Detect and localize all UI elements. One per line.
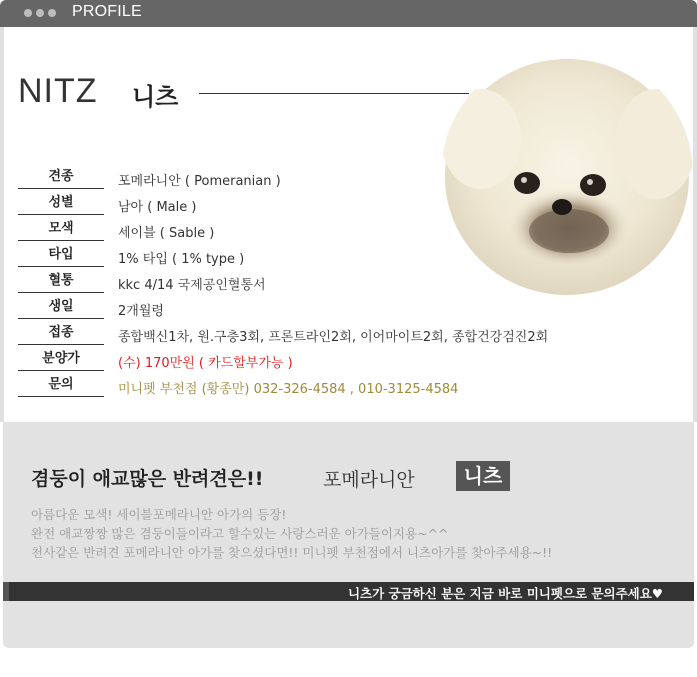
info-label: 혈통 xyxy=(18,270,104,293)
promo-name-badge: 니츠 xyxy=(456,461,510,491)
inquiry-banner xyxy=(3,582,694,601)
promo-line: 아름다운 모색! 세이블포메라니안 아가의 등장! xyxy=(31,507,287,522)
info-value: 1% 타입 ( 1% type ) xyxy=(118,252,245,267)
dog-photo xyxy=(441,49,693,301)
promo-headline: 겸둥이 애교많은 반려견은!! xyxy=(31,468,264,490)
header-title: PROFILE xyxy=(72,3,142,20)
info-value: 종합백신1차, 원.구충3회, 프론트라인2회, 이어마이트2회, 종합건강검진2회 xyxy=(118,330,549,345)
info-value: 남아 ( Male ) xyxy=(118,200,197,215)
promo-line: 천사같은 반려견 포메라니안 아가를 찾으셨다면!! 미니펫 부천점에서 니츠아가를 찾아주세용~!! xyxy=(31,545,553,560)
info-label: 타입 xyxy=(18,244,104,267)
contact-value: 미니펫 부천점 (황종만) 032-326-4584 , 010-3125-4584 xyxy=(118,382,459,397)
name-divider xyxy=(199,93,469,94)
header-dots xyxy=(24,9,56,17)
card-border-left xyxy=(0,27,4,422)
info-label: 문의 xyxy=(18,374,104,397)
dog-name-english: NITZ xyxy=(18,72,98,110)
info-label: 분양가 xyxy=(18,348,104,371)
info-value: kkc 4/14 국제공인혈통서 xyxy=(118,278,266,293)
profile-header-bar xyxy=(0,0,697,27)
info-label: 접종 xyxy=(18,322,104,345)
dot-icon xyxy=(24,9,32,17)
promo-line: 완전 애교짱짱 많은 겸둥이들이라고 할수있는 사랑스러운 아가들이지용~^^ xyxy=(31,526,449,541)
promo-breed: 포메라니안 xyxy=(323,469,415,491)
dot-icon xyxy=(48,9,56,17)
info-value: 포메라니안 ( Pomeranian ) xyxy=(118,174,281,189)
pomeranian-puppy-photo xyxy=(441,49,693,301)
dot-icon xyxy=(36,9,44,17)
info-value: 2개월령 xyxy=(118,304,164,319)
dog-name-korean: 니츠 xyxy=(132,83,179,111)
inquiry-text: 니츠가 궁금하신 분은 지금 바로 미니펫으로 문의주세요♥ xyxy=(347,586,663,601)
info-label: 견종 xyxy=(18,166,104,189)
card-border-right xyxy=(693,27,697,422)
info-label: 생일 xyxy=(18,296,104,319)
price-value: (수) 170만원 ( 카드할부가능 ) xyxy=(118,356,293,371)
info-value: 세이블 ( Sable ) xyxy=(118,226,215,241)
info-label: 성별 xyxy=(18,192,104,215)
promo-description xyxy=(31,505,552,562)
info-label: 모색 xyxy=(18,218,104,241)
